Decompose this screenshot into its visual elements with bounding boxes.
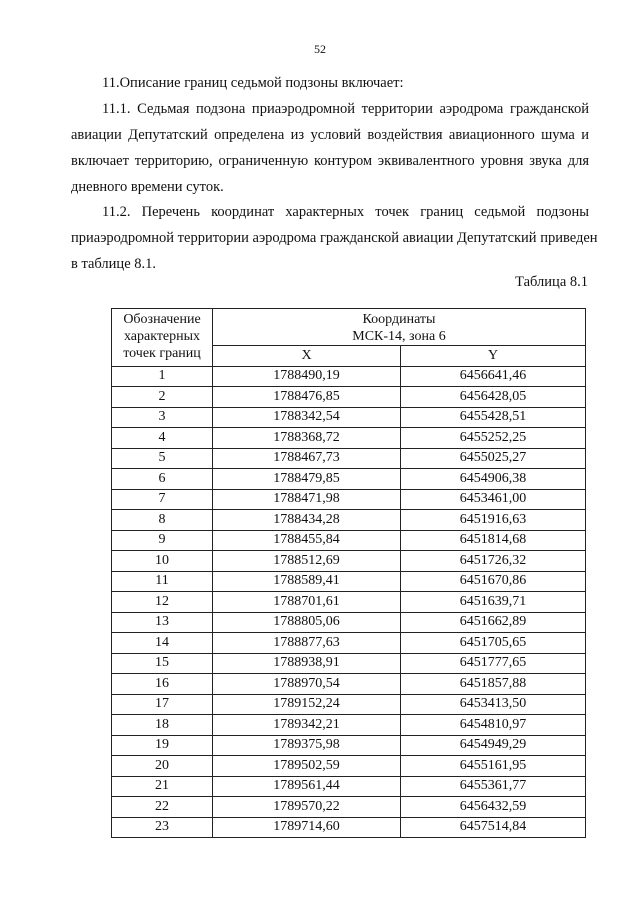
y-coordinate-cell: 6451705,65 — [401, 633, 586, 654]
point-number-cell: 21 — [112, 776, 213, 797]
coordinates-table — [111, 308, 586, 838]
table-row — [112, 428, 586, 449]
y-coordinate-cell: 6451662,89 — [401, 612, 586, 633]
x-coordinate-cell: 1788455,84 — [213, 530, 401, 551]
table-body — [112, 366, 586, 838]
point-number-cell: 20 — [112, 756, 213, 777]
point-number-cell: 9 — [112, 530, 213, 551]
x-coordinate-cell: 1789570,22 — [213, 797, 401, 818]
y-coordinate-cell: 6453461,00 — [401, 489, 586, 510]
table-row — [112, 715, 586, 736]
table-row — [112, 776, 586, 797]
paragraph-line: 11.1. Седьмая подзона приаэродромной территории аэродрома гражданской — [102, 101, 589, 117]
x-coordinate-cell: 1788490,19 — [213, 366, 401, 387]
x-coordinate-cell: 1788368,72 — [213, 428, 401, 449]
paragraph-line: включает территорию, ограниченную контуром эквивалентного уровня звука для — [71, 153, 589, 169]
x-coordinate-cell: 1789342,21 — [213, 715, 401, 736]
table-row — [112, 530, 586, 551]
table-row — [112, 551, 586, 572]
header-designation-line: характерных — [123, 329, 201, 344]
table-row — [112, 633, 586, 654]
table-row — [112, 797, 586, 818]
point-number-cell: 5 — [112, 448, 213, 469]
point-number-cell: 19 — [112, 735, 213, 756]
x-coordinate-cell: 1788938,91 — [213, 653, 401, 674]
x-coordinate-cell: 1788342,54 — [213, 407, 401, 428]
table-row — [112, 674, 586, 695]
header-designation-line: Обозначение — [123, 312, 201, 327]
paragraph-line: дневного времени суток. — [71, 179, 224, 195]
x-coordinate-cell: 1789714,60 — [213, 817, 401, 838]
x-coordinate-cell: 1788877,63 — [213, 633, 401, 654]
x-coordinate-cell: 1788479,85 — [213, 469, 401, 490]
table-row — [112, 817, 586, 838]
point-number-cell: 16 — [112, 674, 213, 695]
table-row — [112, 756, 586, 777]
point-number-cell: 18 — [112, 715, 213, 736]
paragraph-line: приаэродромной территории аэродрома гражданской авиации Депутатский приведен — [71, 230, 598, 246]
point-number-cell: 3 — [112, 407, 213, 428]
y-coordinate-cell: 6455025,27 — [401, 448, 586, 469]
point-number-cell: 15 — [112, 653, 213, 674]
x-coordinate-cell: 1788467,73 — [213, 448, 401, 469]
table-row — [112, 612, 586, 633]
point-number-cell: 12 — [112, 592, 213, 613]
y-coordinate-cell: 6456432,59 — [401, 797, 586, 818]
header-coordinates — [213, 309, 586, 346]
point-number-cell: 23 — [112, 817, 213, 838]
point-number-cell: 14 — [112, 633, 213, 654]
x-coordinate-cell: 1788805,06 — [213, 612, 401, 633]
header-coordinates-line: Координаты — [362, 312, 436, 327]
paragraph-11-1 — [71, 96, 589, 200]
header-y: Y — [401, 346, 586, 367]
page-number: 52 — [314, 42, 326, 56]
x-coordinate-cell: 1788970,54 — [213, 674, 401, 695]
x-coordinate-cell: 1788471,98 — [213, 489, 401, 510]
point-number-cell: 8 — [112, 510, 213, 531]
table-row — [112, 571, 586, 592]
table-row — [112, 448, 586, 469]
x-coordinate-cell: 1789375,98 — [213, 735, 401, 756]
y-coordinate-cell: 6451726,32 — [401, 551, 586, 572]
table-row — [112, 694, 586, 715]
header-designation — [112, 309, 213, 367]
y-coordinate-cell: 6457514,84 — [401, 817, 586, 838]
y-coordinate-cell: 6456428,05 — [401, 387, 586, 408]
y-coordinate-cell: 6451857,88 — [401, 674, 586, 695]
x-coordinate-cell: 1788434,28 — [213, 510, 401, 531]
y-coordinate-cell: 6451670,86 — [401, 571, 586, 592]
table-row — [112, 735, 586, 756]
paragraph-line: 11.2. Перечень координат характерных точек границ седьмой подзоны — [102, 204, 589, 220]
y-coordinate-cell: 6456641,46 — [401, 366, 586, 387]
table-row — [112, 366, 586, 387]
point-number-cell: 17 — [112, 694, 213, 715]
header-x: X — [213, 346, 401, 367]
y-coordinate-cell: 6455428,51 — [401, 407, 586, 428]
table-row — [112, 510, 586, 531]
y-coordinate-cell: 6454906,38 — [401, 469, 586, 490]
table-row — [112, 469, 586, 490]
y-coordinate-cell: 6453413,50 — [401, 694, 586, 715]
y-coordinate-cell: 6451814,68 — [401, 530, 586, 551]
table-row — [112, 653, 586, 674]
x-coordinate-cell: 1788701,61 — [213, 592, 401, 613]
y-coordinate-cell: 6455161,95 — [401, 756, 586, 777]
paragraph-line: в таблице 8.1. — [71, 256, 157, 272]
x-coordinate-cell: 1789502,59 — [213, 756, 401, 777]
paragraph-line: авиации Депутатский определена из условий воздействия авиационного шума и — [71, 127, 589, 143]
header-coordinates-line: МСК-14, зона 6 — [352, 329, 446, 344]
y-coordinate-cell: 6451916,63 — [401, 510, 586, 531]
table-row — [112, 489, 586, 510]
section-heading: 11.Описание границ седьмой подзоны включает: — [102, 75, 404, 91]
y-coordinate-cell: 6454949,29 — [401, 735, 586, 756]
table-row — [112, 407, 586, 428]
y-coordinate-cell: 6455361,77 — [401, 776, 586, 797]
x-coordinate-cell: 1788512,69 — [213, 551, 401, 572]
paragraph-11-2 — [71, 199, 598, 277]
point-number-cell: 22 — [112, 797, 213, 818]
table-caption: Таблица 8.1 — [515, 274, 588, 290]
point-number-cell: 6 — [112, 469, 213, 490]
point-number-cell: 10 — [112, 551, 213, 572]
table-row — [112, 387, 586, 408]
point-number-cell: 13 — [112, 612, 213, 633]
y-coordinate-cell: 6455252,25 — [401, 428, 586, 449]
point-number-cell: 7 — [112, 489, 213, 510]
y-coordinate-cell: 6451639,71 — [401, 592, 586, 613]
y-coordinate-cell: 6454810,97 — [401, 715, 586, 736]
point-number-cell: 4 — [112, 428, 213, 449]
y-coordinate-cell: 6451777,65 — [401, 653, 586, 674]
header-designation-line: точек границ — [123, 346, 201, 361]
point-number-cell: 2 — [112, 387, 213, 408]
table-row — [112, 592, 586, 613]
x-coordinate-cell: 1788476,85 — [213, 387, 401, 408]
x-coordinate-cell: 1788589,41 — [213, 571, 401, 592]
point-number-cell: 11 — [112, 571, 213, 592]
x-coordinate-cell: 1789561,44 — [213, 776, 401, 797]
point-number-cell: 1 — [112, 366, 213, 387]
x-coordinate-cell: 1789152,24 — [213, 694, 401, 715]
